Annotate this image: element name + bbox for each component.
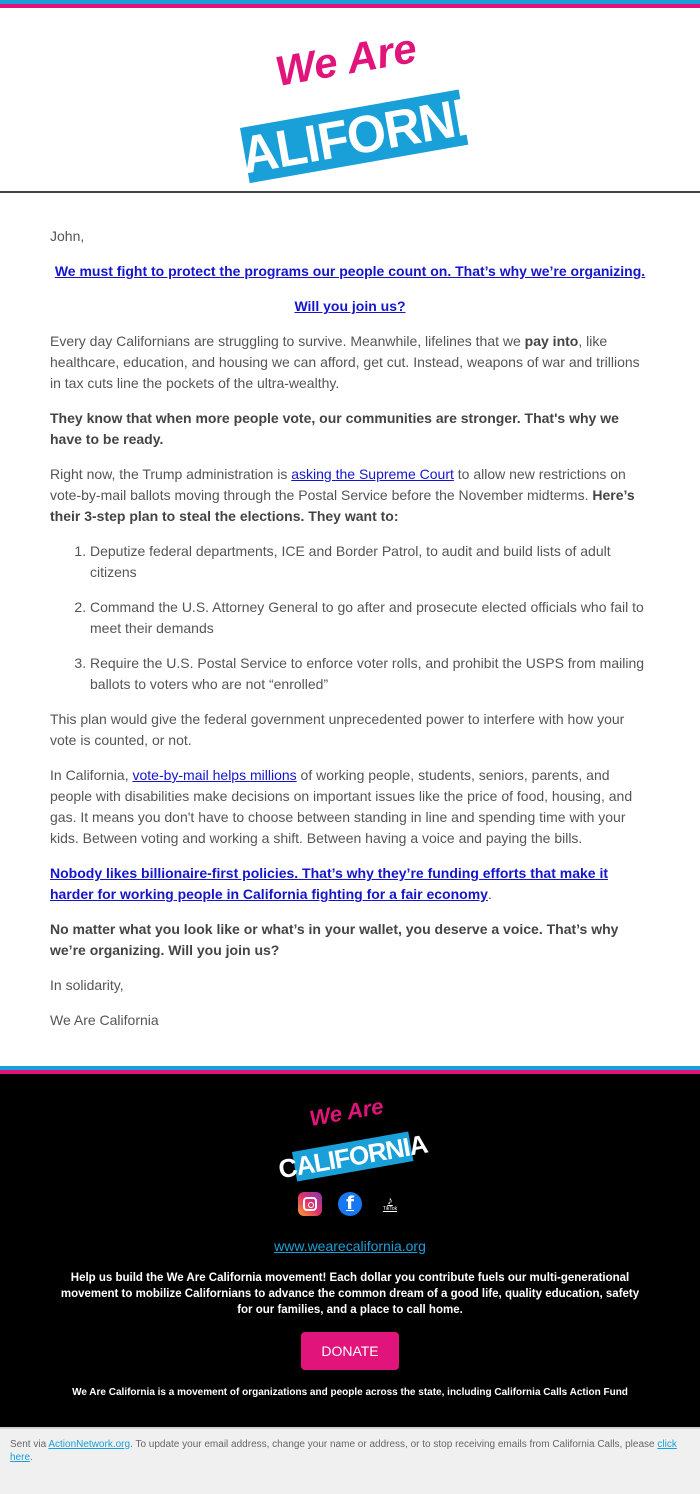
paragraph-unprecedented-power: This plan would give the federal government unprecedented power to interfere with how your vote is counted, or not. xyxy=(50,711,625,748)
logo-california: CALIFORNIA xyxy=(202,81,507,192)
footer-logo-california-box xyxy=(276,1128,430,1184)
logo-california-box xyxy=(202,81,507,192)
email-header xyxy=(0,0,700,193)
email-body xyxy=(50,226,650,1045)
vote-by-mail-link[interactable]: vote-by-mail helps millions xyxy=(132,767,297,783)
sign-off: In solidarity, xyxy=(50,977,124,993)
social-links xyxy=(0,1192,700,1216)
website-link[interactable]: www.wearecalifornia.org xyxy=(274,1238,426,1254)
footer-stripes xyxy=(0,1066,700,1074)
footer-logo-california: CALIFORNIA xyxy=(276,1128,430,1184)
paragraph-vote-stronger: They know that when more people vote, our communities are stronger. That's why we have to be ready. xyxy=(50,410,619,447)
paragraph-vote-by-mail: In California, vote-by-mail helps millions of working people, students, seniors, parents, and people with disabilities make decisions on important issues like the price of food, housing, and gas. It means you don't have to choose between standing in line and spending time with your kids. Between voting and working a shift. Between having a voice and paying the bills. xyxy=(50,767,633,846)
list-item: 3. Require the U.S. Postal Service to enforce voter rolls, and prohibit the USPS from mailing ballots to voters who are not “enrolled” xyxy=(90,653,650,695)
unsubscribe-footer xyxy=(0,1427,700,1494)
paragraph-lifelines: Every day Californians are struggling to survive. Meanwhile, lifelines that we pay into, like healthcare, education, and housing we can afford, get cut. Instead, weapons of war and trillions in tax cuts line the pockets of the ultra-wealthy. xyxy=(50,333,640,391)
headline-link[interactable]: We must fight to protect the programs our people count on. That’s why we’re organizing. xyxy=(54,263,646,279)
paragraph-billionaire: Nobody likes billionaire-first policies. That’s why they’re funding efforts that make it harder for working people in California fighting for a fair economy. xyxy=(50,865,609,902)
join-us-link[interactable]: Will you join us? xyxy=(294,298,406,314)
three-step-plan-list xyxy=(90,541,650,695)
email-footer xyxy=(0,1066,700,1427)
donate-button[interactable]: DONATE xyxy=(301,1332,399,1370)
list-item: 1. Deputize federal departments, ICE and Border Patrol, to audit and build lists of adult citizens xyxy=(90,541,650,583)
we-are-california-logo xyxy=(202,24,507,192)
paragraph-trump-admin: Right now, the Trump administration is asking the Supreme Court to allow new restrictions on vote-by-mail ballots moving through the Postal Service before the November midterms. Here’s their 3-step plan to steal the elections. They want to: xyxy=(50,466,635,524)
header-stripes xyxy=(0,0,700,8)
logo-we-are: We Are xyxy=(271,24,421,96)
signature: We Are California xyxy=(50,1012,159,1028)
movement-text: We Are California is a movement of organizations and people across the state, including California Calls Action Fund xyxy=(72,1387,628,1398)
supreme-court-link[interactable]: asking the Supreme Court xyxy=(291,466,454,482)
greeting: John, xyxy=(50,228,85,244)
help-build-text: Help us build the We Are California movement! Each dollar you contribute fuels our multi-generational movement to mobilize Californians to advance the common dream of a good life, quality education, safety for our families, and a place to call home. xyxy=(60,1272,640,1316)
paragraph-deserve-voice: No matter what you look like or what’s in your wallet, you deserve a voice. That’s why we’re organizing. Will you join us? xyxy=(50,921,619,958)
unsubscribe-text: Sent via ActionNetwork.org. To update your email address, change your name or address, or to stop receiving emails from California Calls, please click here. xyxy=(10,1439,677,1463)
footer-logo-we-are: We Are xyxy=(307,1093,386,1132)
instagram-icon[interactable] xyxy=(298,1192,322,1216)
footer-logo xyxy=(276,1093,430,1186)
action-network-link[interactable]: ActionNetwork.org xyxy=(48,1439,131,1450)
facebook-icon[interactable]: f xyxy=(338,1192,362,1216)
billionaire-policies-link[interactable]: Nobody likes billionaire-first policies. That’s why they’re funding efforts that make it harder for working people in California fighting for a fair economy xyxy=(50,865,609,902)
list-item: 2. Command the U.S. Attorney General to go after and prosecute elected officials who fail to meet their demands xyxy=(90,597,650,639)
click-here-link[interactable]: click here xyxy=(10,1439,677,1463)
header-divider xyxy=(0,191,700,193)
tiktok-icon[interactable]: ♪ TikTok xyxy=(382,1195,398,1212)
